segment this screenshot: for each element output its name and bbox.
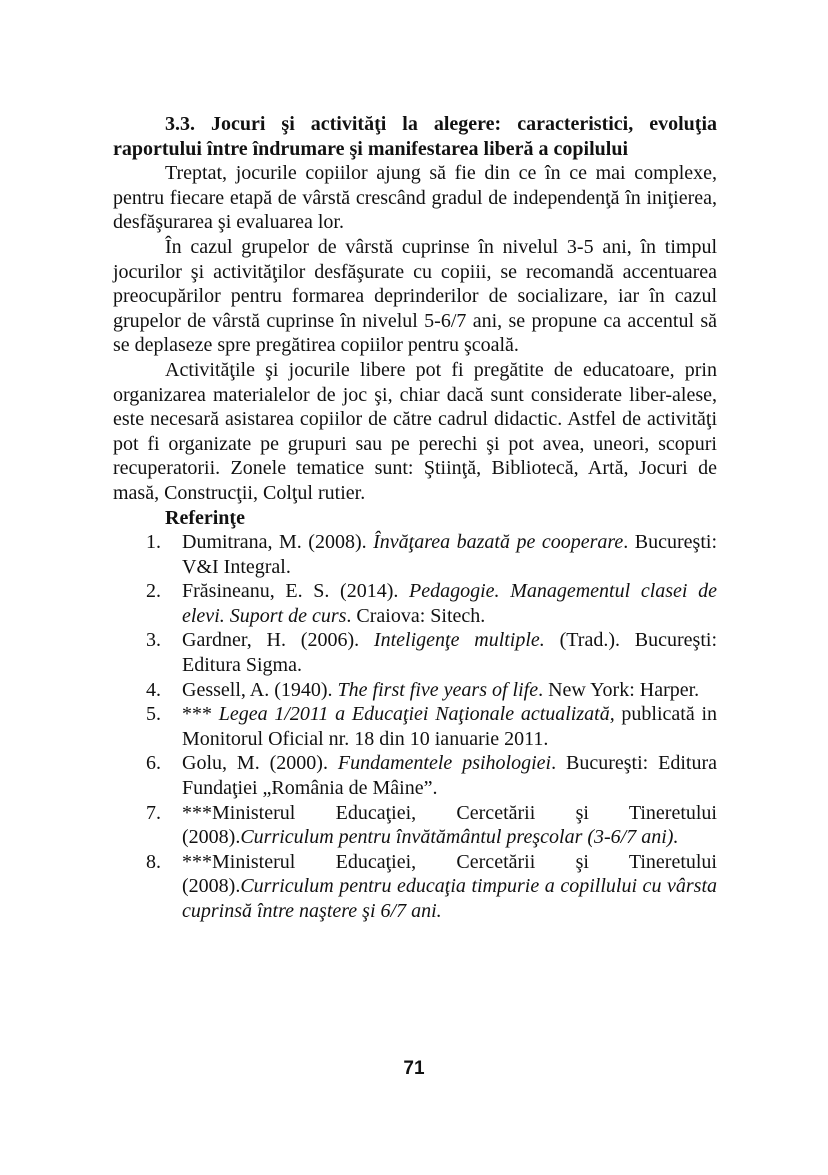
reference-publisher: . Bucureşti: V&I Integral.: [182, 531, 717, 578]
reference-number: 7.: [146, 801, 161, 824]
reference-number: 2.: [146, 580, 161, 603]
reference-item: [113, 530, 717, 579]
reference-authors: Frăsineanu, E. S. (2014).: [182, 580, 410, 603]
page-number: 71: [403, 1058, 425, 1079]
reference-publisher: . New York: Harper.: [538, 678, 700, 701]
section-heading: 3.3. Jocuri şi activităţi la alegere: caracteristici, evoluţia raportului între îndrumare şi manifestarea liberă a copilului: [113, 113, 717, 160]
reference-number: 3.: [146, 629, 161, 652]
page-body: [113, 112, 717, 924]
reference-authors: ***Ministerul Educaţiei, Cercetării şi Tineretului (2008).: [182, 850, 717, 898]
references-title: Referinţe: [165, 506, 245, 529]
references-list: [113, 530, 717, 924]
reference-publisher: publicată in Monitorul Oficial nr. 18 din 10 ianuarie 2011.: [182, 703, 718, 750]
reference-item: [113, 628, 717, 677]
reference-number: 5.: [146, 703, 161, 726]
reference-publisher: . Bucureşti: Editura Fundaţiei „România de Mâine”.: [182, 752, 718, 800]
reference-title: Curriculum pentru învătământul preşcolar (3-6/7 ani): [240, 826, 674, 849]
reference-number: 8.: [146, 850, 161, 873]
reference-number: 1.: [146, 531, 161, 554]
reference-item: [113, 751, 717, 800]
reference-item: [113, 678, 717, 703]
paragraph-2: În cazul grupelor de vârstă cuprinse în nivelul 3-5 ani, în timpul jocurilor şi activităţilor desfăşurate cu copiii, se recomandă accentuarea preocupărilor pentru formarea deprinderilor de socializare, iar în cazul grupelor de vârstă cuprinse în nivelul 5-6/7 ani, se propune ca accentul să se deplaseze spre pregătirea copiilor pentru şcoală.: [113, 235, 717, 357]
reference-authors: Golu, M. (2000).: [182, 752, 338, 775]
reference-publisher: .: [673, 826, 679, 849]
paragraph-3: Activităţile şi jocurile libere pot fi pregătite de educatoare, prin organizarea materialelor de joc şi, chiar dacă sunt considerate liber-alese, este necesară asistarea copiilor de către cadrul didactic. Astfel de activităţi pot fi organizate pe grupuri sau pe perechi şi pot avea, uneori, scopuri recuperatorii. Zonele tematice sunt: Ştiinţă, Bibliotecă, Artă, Jocuri de masă, Construcţii, Colţul rutier.: [113, 358, 717, 504]
reference-publisher: . Craiova: Sitech.: [346, 604, 486, 627]
reference-authors: Dumitrana, M. (2008).: [182, 531, 374, 554]
paragraph-1: Treptat, jocurile copiilor ajung să fie din ce în ce mai complexe, pentru fiecare etapă de vârstă crescând gradul de independenţă în iniţierea, desfăşurarea şi evaluarea lor.: [113, 162, 717, 234]
reference-title: Fundamentele psihologiei: [337, 752, 552, 775]
reference-item: [113, 850, 717, 924]
reference-title: Pedagogie. Managementul clasei de elevi. Suport de curs: [182, 580, 717, 627]
reference-title: Învăţarea bazată pe cooperare: [373, 531, 624, 554]
reference-publisher: (Trad.). Bucureşti: Editura Sigma.: [182, 629, 717, 677]
reference-number: 4.: [146, 678, 161, 701]
reference-title: Legea 1/2011 a Educaţiei Naţionale actualizată,: [218, 703, 615, 726]
reference-authors: ***: [182, 703, 219, 726]
reference-authors: ***Ministerul Educaţiei, Cercetării şi Tineretului (2008).: [182, 801, 717, 849]
reference-authors: Gessell, A. (1940).: [182, 678, 338, 701]
reference-item: [113, 702, 717, 751]
reference-authors: Gardner, H. (2006).: [182, 629, 374, 652]
reference-title: Curriculum pentru educaţia timpurie a copillului cu vârsta cuprinsă între naştere şi 6/7 ani: [182, 875, 717, 922]
reference-item: [113, 801, 717, 850]
reference-number: 6.: [146, 752, 161, 775]
reference-item: [113, 579, 717, 628]
reference-publisher: .: [436, 900, 442, 922]
reference-title: Inteligenţe multiple.: [373, 629, 545, 652]
reference-title: The first five years of life: [337, 678, 539, 701]
